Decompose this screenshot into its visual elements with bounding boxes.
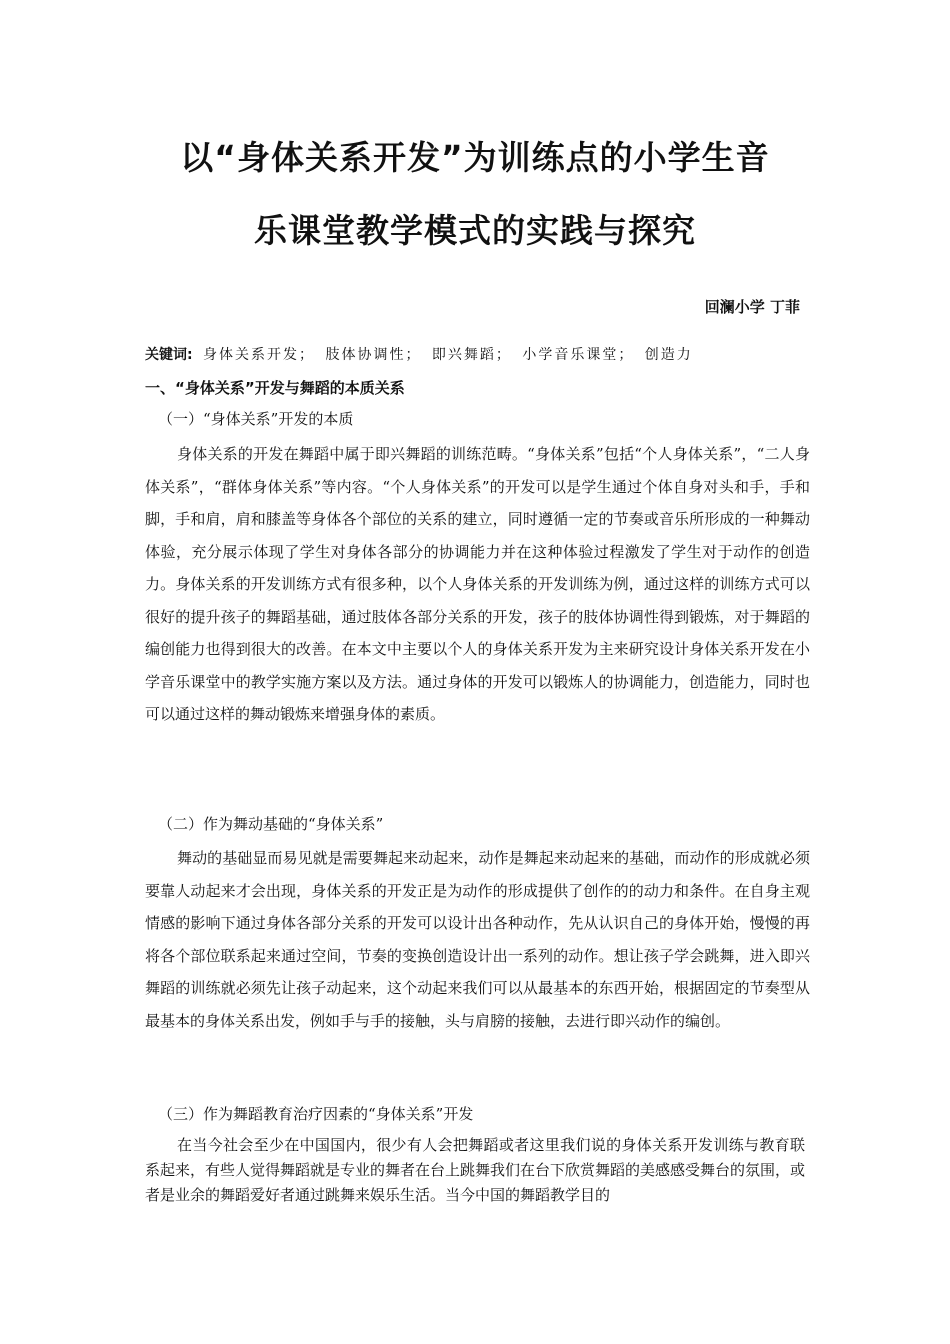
subsection-3-paragraph: 在当今社会至少在中国国内，很少有人会把舞蹈或者这里我们说的身体关系开发训练与教育联系起来，有些人觉得舞蹈就是专业的舞者在台上跳舞我们在台下欣赏舞蹈的美感感受舞台的氛围，或者是业余的舞蹈爱好者通过跳舞来娱乐生活。当今中国的舞蹈教学目的 [145,1136,806,1204]
subsection-1-heading: （一）“身体关系”开发的本质 [158,410,354,428]
keywords-label: 关键词: [145,347,193,363]
title-line-1: 以“身体关系开发”为训练点的小学生音 [180,138,770,177]
section-1-heading: 一、“身体关系”开发与舞蹈的本质关系 [145,379,405,397]
author-line: 回澜小学 丁菲 [704,298,800,316]
title-line-2: 乐课堂教学模式的实践与探究 [254,211,696,250]
subsection-2-heading: （二）作为舞动基础的“身体关系” [158,815,384,833]
subsection-1-paragraph: 身体关系的开发在舞蹈中属于即兴舞蹈的训练范畴。“身体关系”包括“个人身体关系”，“二人身体关系”，“群体身体关系”等内容。“个人身体关系”的开发可以是学生通过个体自身对头和手，手和脚，手和肩，肩和膝盖等身体各个部位的关系的建立，同时遵循一定的节奏或音乐所形成的一种舞动体验，充分展示体现了学生对身体各部分的协调能力并在这种体验过程激发了学生对于动作的创造力。身体关系的开发训练方式有很多种，以个人身体关系的开发训练为例，通过这样的训练方式可以很好的提升孩子的舞蹈基础，通过肢体各部分关系的开发，孩子的肢体协调性得到锻炼，对于舞蹈的编创能力也得到很大的改善。在本文中主要以个人的身体关系开发为主来研究设计身体关系开发在小学音乐课堂中的教学实施方案以及方法。通过身体的开发可以锻炼人的协调能力，创造能力，同时也可以通过这样的舞动锻炼来增强身体的素质。 [145,445,810,723]
subsection-3-heading: （三）作为舞蹈教育治疗因素的“身体关系”开发 [158,1105,474,1123]
keywords-text: 身体关系开发； 肢体协调性； 即兴舞蹈； 小学音乐课堂； 创造力 [192,347,693,363]
subsection-2-paragraph: 舞动的基础显而易见就是需要舞起来动起来，动作是舞起来动起来的基础，而动作的形成就必须要靠人动起来才会出现，身体关系的开发正是为动作的形成提供了创作的的动力和条件。在自身主观情感的影响下通过身体各部分关系的开发可以设计出各种动作，先从认识自己的身体开始，慢慢的再将各个部位联系起来通过空间，节奏的变换创造设计出一系列的动作。想让孩子学会跳舞，进入即兴舞蹈的训练就必须先让孩子动起来，这个动起来我们可以从最基本的东西开始，根据固定的节奏型从最基本的身体关系出发，例如手与手的接触，头与肩膀的接触，去进行即兴动作的编创。 [145,849,810,1030]
keywords-line [145,344,693,364]
